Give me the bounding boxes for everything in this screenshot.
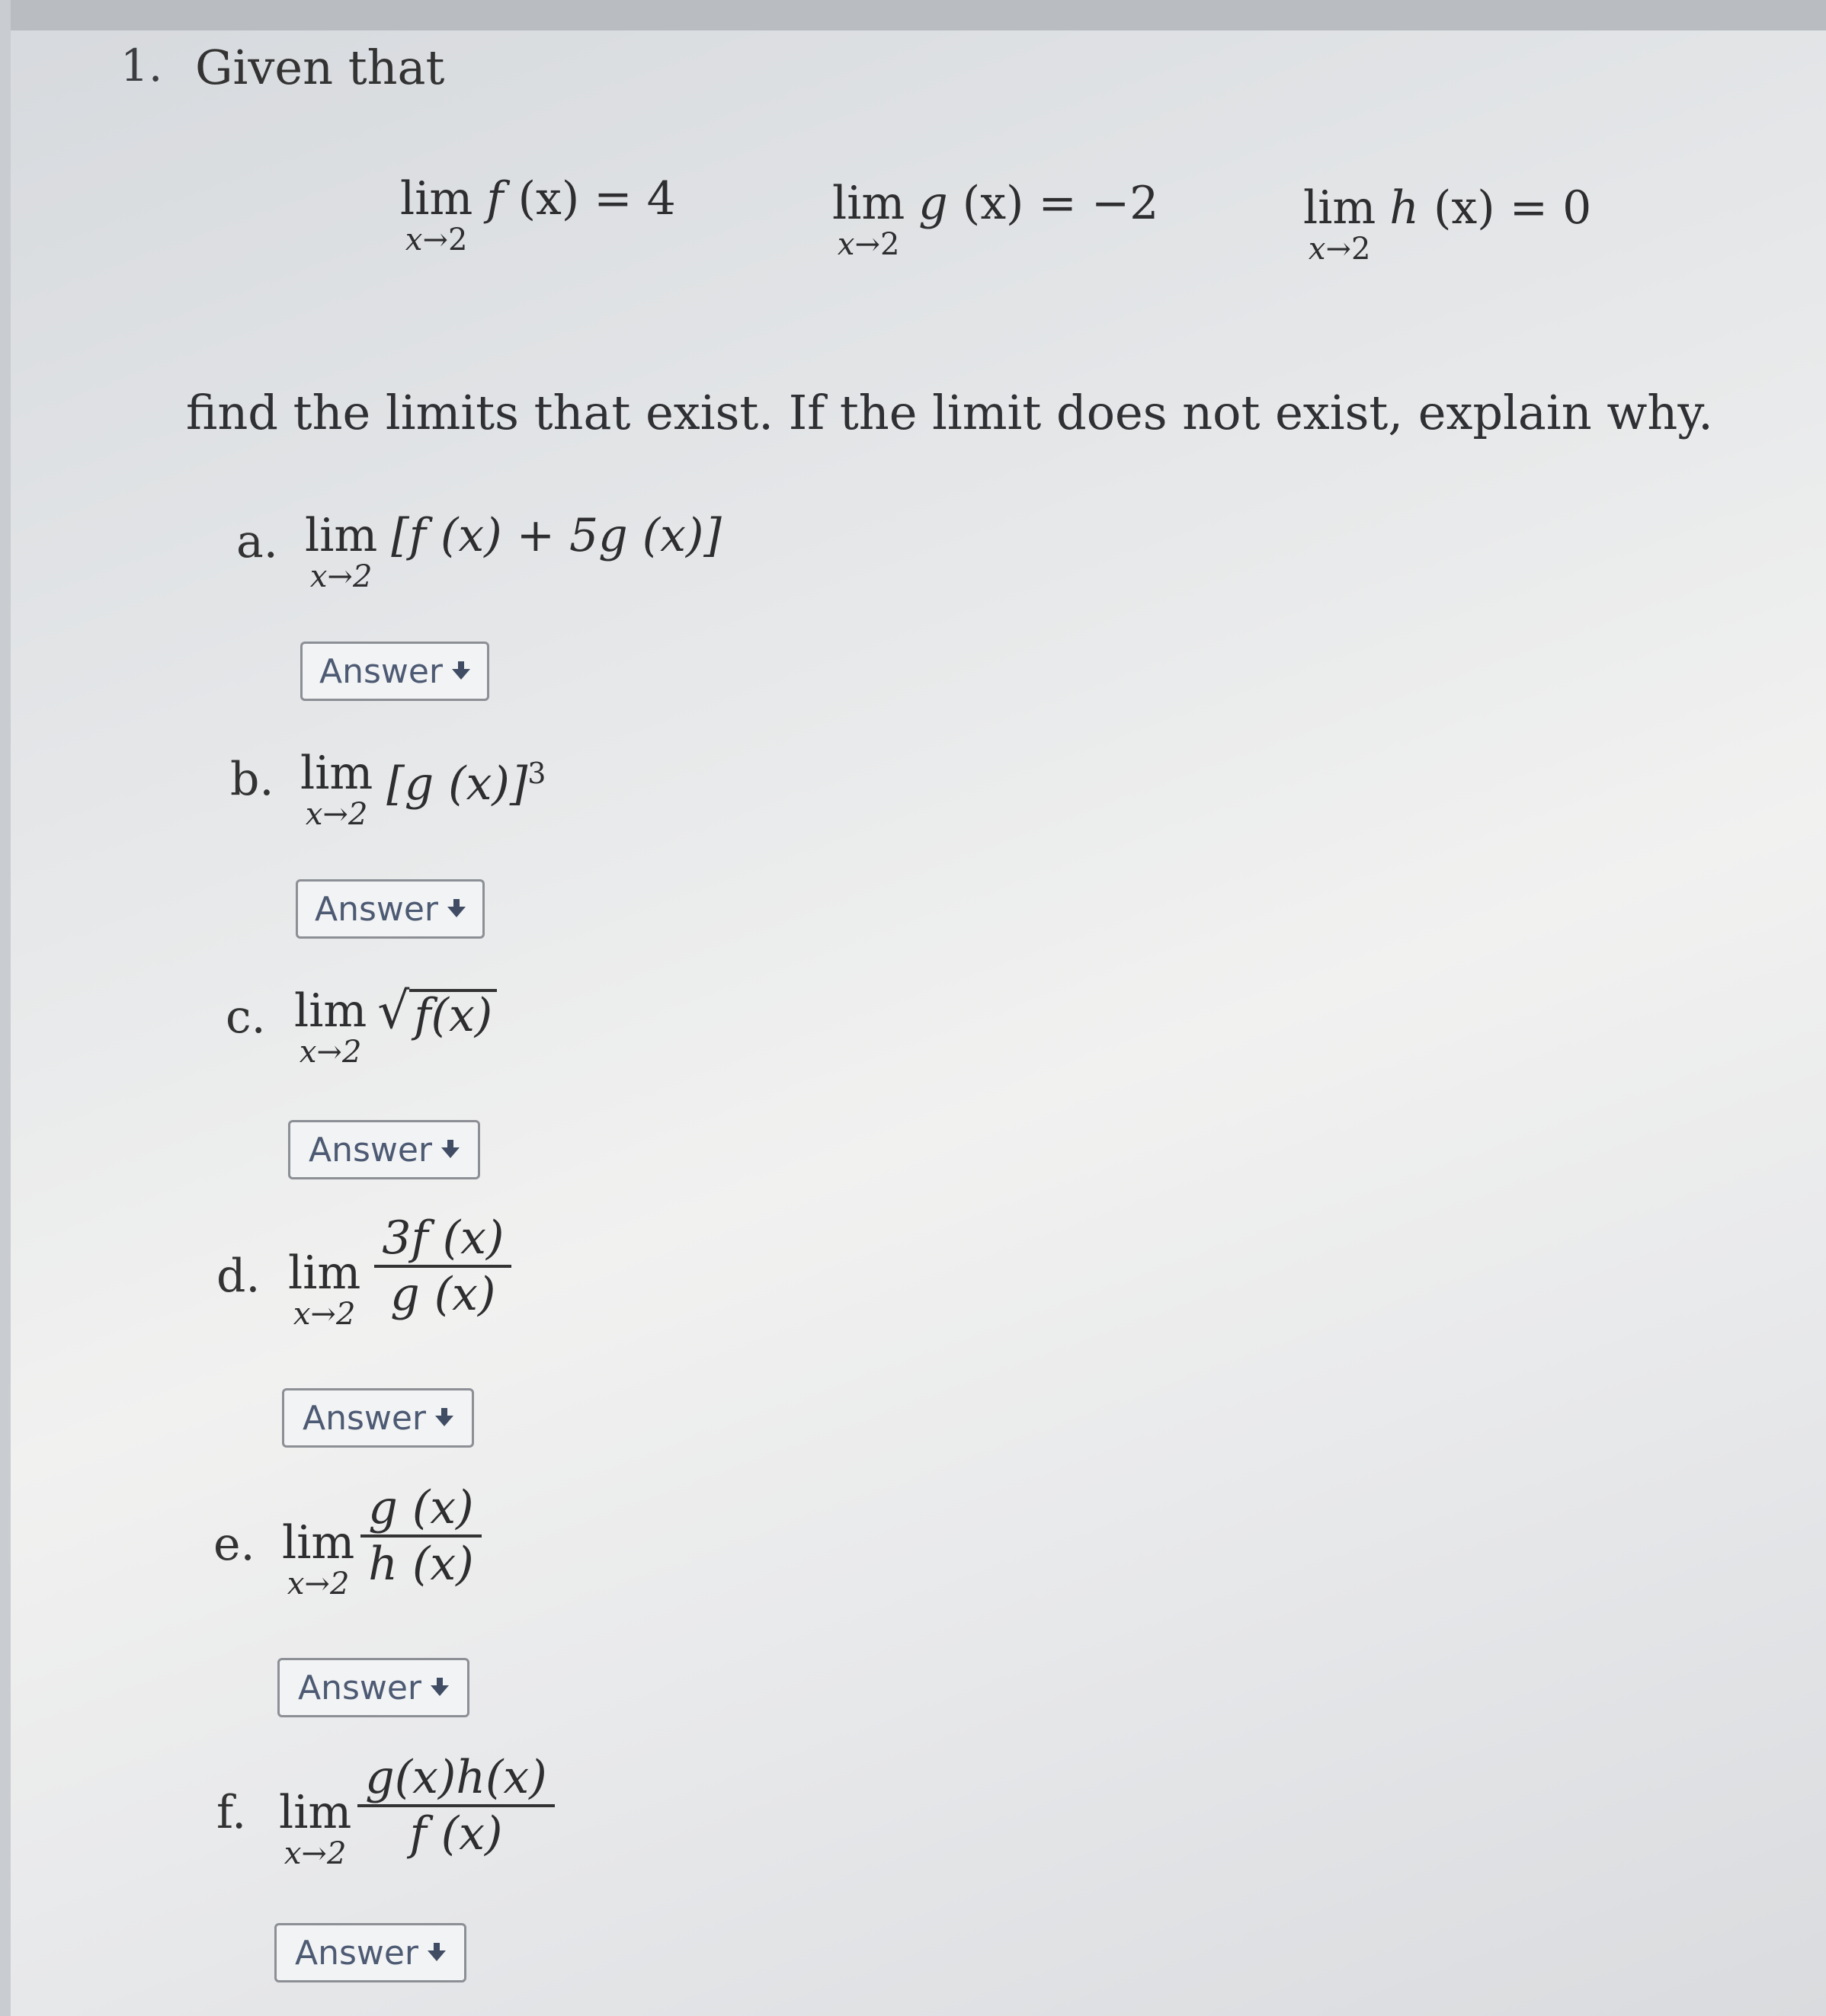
limit-subscript: x→2 bbox=[837, 227, 900, 262]
limit-expression: [g (x)]$^3$ bbox=[386, 757, 546, 811]
denominator: f (x) bbox=[409, 1807, 503, 1861]
answer-button-c[interactable] bbox=[288, 1120, 480, 1179]
part-a-letter: a. bbox=[236, 515, 278, 568]
limit-word: lim bbox=[1303, 181, 1376, 235]
limit-expression: h (x) = 0 bbox=[1389, 181, 1592, 235]
limit-operator bbox=[279, 1787, 351, 1870]
limit-operator bbox=[282, 1518, 354, 1600]
part-f-limit bbox=[279, 1751, 555, 1870]
limit-word: lim bbox=[300, 747, 373, 800]
limit-word: lim bbox=[305, 509, 378, 562]
exponent: 3 bbox=[527, 757, 546, 790]
limit-operator bbox=[300, 748, 373, 830]
limit-subscript: x→2 bbox=[405, 222, 468, 258]
given-limit-f bbox=[400, 174, 676, 256]
part-d-limit bbox=[288, 1211, 511, 1330]
limit-word: lim bbox=[294, 984, 367, 1038]
radicand: f(x) bbox=[409, 989, 497, 1039]
limit-subscript: x→2 bbox=[299, 1035, 362, 1070]
given-limit-h bbox=[1303, 183, 1591, 265]
square-root bbox=[377, 981, 497, 1042]
limit-word: lim bbox=[288, 1246, 361, 1300]
limit-subscript: x→2 bbox=[309, 559, 373, 594]
down-arrow-icon bbox=[435, 1408, 453, 1428]
answer-button-b[interactable] bbox=[296, 879, 485, 939]
limit-word: lim bbox=[282, 1516, 355, 1570]
answer-button-a[interactable] bbox=[300, 642, 489, 701]
radical-sign: √ bbox=[377, 981, 410, 1040]
answer-button-label: Answer bbox=[294, 1933, 419, 1973]
limit-operator bbox=[294, 986, 367, 1068]
answer-button-label: Answer bbox=[308, 1130, 433, 1170]
limit-expression: [f (x) + 5g (x)] bbox=[391, 509, 722, 562]
part-b-letter: b. bbox=[230, 753, 274, 806]
instructions: find the limits that exist. If the limit does not exist, explain why. bbox=[186, 385, 1713, 440]
limit-expression: g (x) = −2 bbox=[918, 177, 1159, 230]
numerator: 3f (x) bbox=[382, 1211, 505, 1265]
limit-operator bbox=[832, 178, 905, 261]
top-edge bbox=[0, 0, 1826, 30]
part-c-letter: c. bbox=[226, 990, 266, 1044]
answer-button-f[interactable] bbox=[274, 1923, 466, 1982]
fraction bbox=[374, 1211, 511, 1321]
part-b-limit bbox=[300, 748, 546, 830]
given-limit-g bbox=[832, 178, 1158, 261]
limit-operator bbox=[400, 174, 473, 256]
limit-word: lim bbox=[279, 1786, 352, 1839]
down-arrow-icon bbox=[428, 1943, 446, 1963]
limit-subscript: x→2 bbox=[293, 1297, 356, 1332]
left-edge bbox=[0, 0, 11, 2016]
limit-operator bbox=[1303, 183, 1376, 265]
part-f-letter: f. bbox=[216, 1786, 247, 1839]
answer-button-label: Answer bbox=[302, 1398, 427, 1438]
answer-button-d[interactable] bbox=[282, 1388, 474, 1448]
numerator: g (x) bbox=[368, 1481, 474, 1534]
answer-button-e[interactable] bbox=[277, 1658, 469, 1717]
limit-subscript: x→2 bbox=[1308, 232, 1371, 267]
answer-button-label: Answer bbox=[314, 889, 439, 929]
fraction bbox=[357, 1751, 554, 1861]
limit-word: lim bbox=[400, 172, 473, 226]
down-arrow-icon bbox=[447, 899, 466, 919]
part-a-limit bbox=[305, 510, 722, 593]
denominator: h (x) bbox=[368, 1538, 474, 1591]
limit-expression: f (x) = 4 bbox=[486, 172, 676, 226]
numerator: g(x)h(x) bbox=[365, 1751, 547, 1804]
part-e-limit bbox=[282, 1481, 482, 1600]
limit-operator bbox=[305, 510, 377, 593]
limit-subscript: x→2 bbox=[284, 1836, 347, 1871]
limit-operator bbox=[288, 1248, 360, 1330]
limit-subscript: x→2 bbox=[287, 1566, 350, 1602]
part-c-limit bbox=[294, 981, 497, 1070]
down-arrow-icon bbox=[431, 1678, 449, 1698]
down-arrow-icon bbox=[452, 661, 470, 681]
fraction bbox=[360, 1481, 481, 1591]
denominator: g (x) bbox=[390, 1268, 496, 1321]
problem-intro: Given that bbox=[195, 40, 445, 95]
down-arrow-icon bbox=[441, 1140, 460, 1160]
problem-number: 1. bbox=[120, 40, 163, 91]
part-d-letter: d. bbox=[216, 1250, 261, 1303]
part-e-letter: e. bbox=[213, 1518, 255, 1571]
limit-subscript: x→2 bbox=[305, 797, 368, 832]
answer-button-label: Answer bbox=[297, 1668, 422, 1707]
answer-button-label: Answer bbox=[319, 651, 444, 691]
limit-word: lim bbox=[832, 177, 905, 230]
